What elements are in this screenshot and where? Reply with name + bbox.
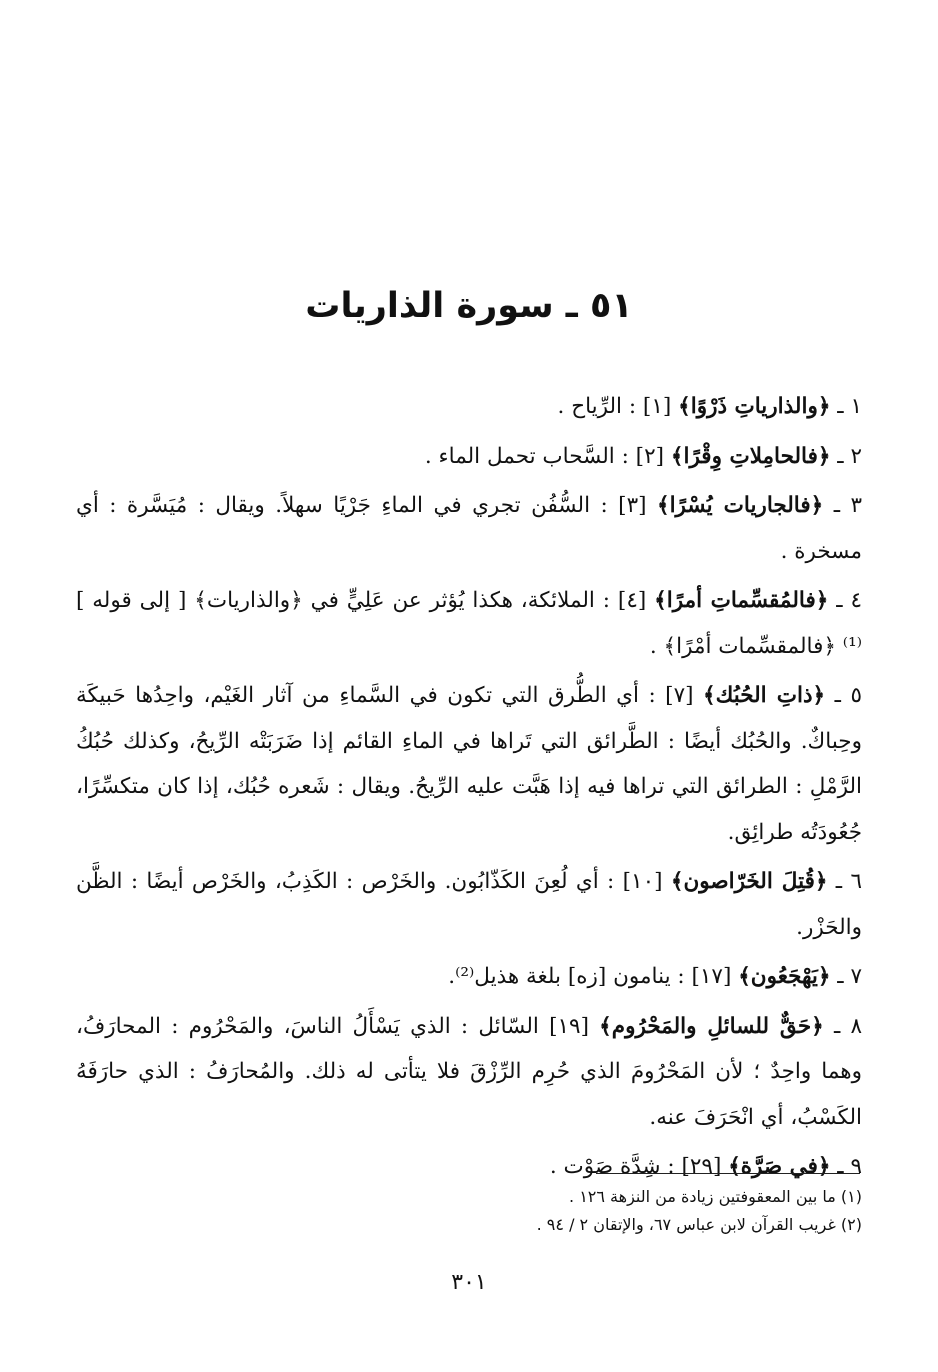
entry-explanation: [١٧] : ينامون [زه] بلغة هذيل⁽²⁾. — [448, 964, 739, 989]
glossary-entry — [76, 483, 862, 574]
entry-explanation: [٢] : السَّحاب تحمل الماء . — [424, 443, 671, 469]
entry-number: ٨ ـ — [833, 1013, 862, 1039]
entry-explanation: [٤] : الملائكة، هكذا يُؤثر عن عَلِيٍّ في ﴿والذاريات﴾ [ إلى قوله ]⁽¹⁾ ﴿فالمقسِّمات أمْرًا﴾ . — [76, 588, 862, 659]
page-title: ٥١ ـ سورة الذاريات — [305, 286, 633, 326]
quranic-phrase: ﴿فالمُقسِّماتِ أمرًا﴾ — [654, 588, 829, 613]
entry-number: ٥ ـ — [834, 683, 863, 708]
quranic-phrase: ﴿قُتِلَ الخَرّاصون﴾ — [670, 869, 828, 894]
quranic-phrase: ﴿حَقٌّ للسائلِ والمَحْرُوم﴾ — [599, 1013, 824, 1039]
page-number: ٣٠١ — [451, 1270, 487, 1295]
entry-explanation: [٢٩] : شِدَّة صَوْت . — [549, 1154, 729, 1179]
quranic-phrase: ﴿في صَرَّة﴾ — [728, 1154, 831, 1179]
entry-explanation: [١٩] السّائل : الذي يَسْأَلُ الناسَ، والمَحْرُوم : المحارَفُ، وهما واحِدٌ ؛ لأن المَحْرُومَ الذي حُرِم الرِّزْقَ فلا يتأتى له ذلك. والمُحارَفُ : الذي حارَفَهُ الكَسْبُ، أي انْحَرَفَ عنه. — [76, 1013, 862, 1130]
glossary-entry — [76, 434, 862, 480]
quranic-phrase: ﴿ذاتِ الحُبُك﴾ — [703, 683, 826, 708]
entry-explanation: [١] : الرِّياح . — [557, 394, 679, 419]
glossary-entry — [76, 954, 862, 1000]
entry-explanation: [١٠] : أي لُعِنَ الكَذّابُون. والخَرْص : الكَذِبُ، والخَرْص أيضًا : الظَّن والحَزْر. — [76, 869, 862, 940]
glossary-entry — [76, 859, 862, 950]
entry-number: ٣ ـ — [833, 493, 862, 518]
entry-number: ٢ ـ — [837, 443, 862, 469]
footnote-divider — [596, 1173, 860, 1174]
entry-explanation: [٧] : أي الطُّرق التي تكون في السَّماءِ من آثار الغَيْم، واحِدُها حَبيكَة وحِباكٌ. والحُبُك أيضًا : الطَّرائق التي تَراها في الماءِ القائم إذا ضَرَبَتْه الرِّيحُ، وكذلك حُبُكُ الرَّمْلِ : الطرائق التي تراها فيه إذا هَبَّت عليه الرِّيحُ. ويقال : شَعره حُبُك، إذا كان متكسِّرًا، جُعُودَتُه طرائِق. — [76, 683, 862, 845]
footnote: (٢) غريب القرآن لابن عباس ٦٧، والإتقان ٢ / ٩٤ . — [536, 1215, 862, 1234]
quranic-phrase: ﴿فالجاريات يُسْرًا﴾ — [656, 493, 824, 518]
footnote: (١) ما بين المعقوفتين زيادة من النزهة ١٢٦ . — [569, 1187, 862, 1206]
quranic-phrase: ﴿يَهْجَعُون﴾ — [738, 964, 831, 989]
entry-explanation: [٣] : السُّفُن تجري في الماءِ جَرْيًا سهلاً. ويقال : مُيَسَّرة : أي مسخرة . — [76, 493, 862, 564]
quranic-phrase: ﴿فالحامِلاتِ وِقْرًا﴾ — [670, 443, 831, 469]
glossary-entry — [76, 673, 862, 855]
glossary-entry — [76, 1004, 862, 1141]
footnotes — [160, 1183, 862, 1239]
entry-number: ٩ ـ — [837, 1154, 862, 1179]
glossary-entry — [76, 578, 862, 669]
entry-number: ٦ ـ — [835, 869, 862, 894]
glossary-entry — [76, 384, 862, 430]
entry-number: ٤ ـ — [836, 588, 862, 613]
entry-number: ٧ ـ — [837, 964, 862, 989]
quranic-phrase: ﴿والذارياتِ ذَرْوًا﴾ — [678, 394, 831, 419]
glossary-entries — [76, 384, 862, 1194]
entry-number: ١ ـ — [837, 394, 862, 419]
